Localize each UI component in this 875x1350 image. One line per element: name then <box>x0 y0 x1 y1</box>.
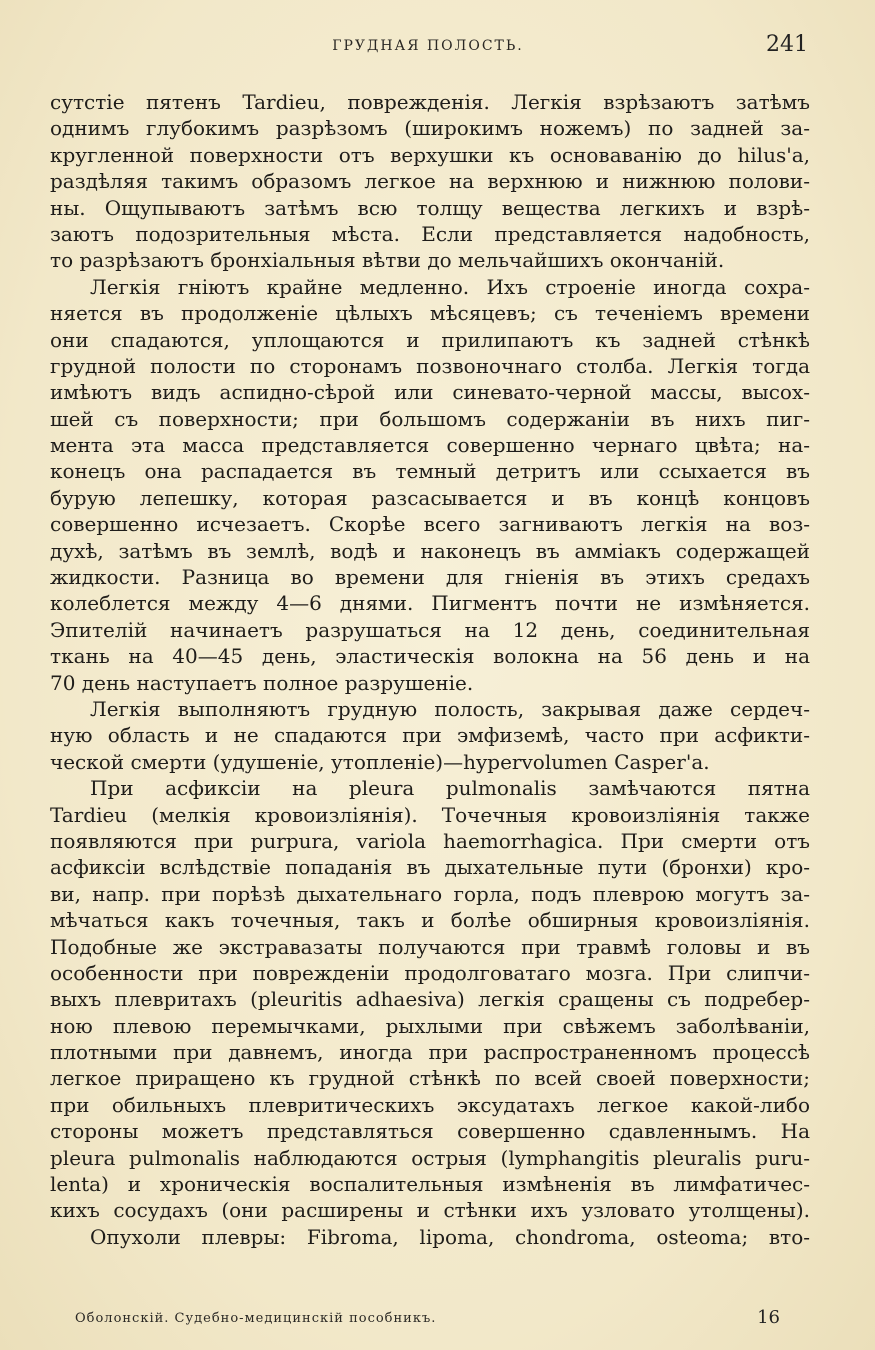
running-title: ГРУДНАЯ ПОЛОСТЬ. <box>332 38 524 54</box>
footer-text: Оболонскій. Судебно-медицинскій пособникъ. <box>75 1311 437 1326</box>
text-line: шей съ поверхности; при большомъ содержаніи въ нихъ пиг- <box>50 406 810 431</box>
text-line: при обильныхъ плевритическихъ эксудатахъ легкое какой-либо <box>50 1092 810 1117</box>
text-line: ви, напр. при порѣзѣ дыхательнаго горла, подъ плеврою могутъ за- <box>50 881 810 906</box>
text-line: то разрѣзаютъ бронхіальныя вѣтви до мельчайшихъ окончаній. <box>50 248 725 273</box>
text-line: Эпителій начинаетъ разрушаться на 12 день, соединительная <box>50 617 810 642</box>
text-line: совершенно исчезаетъ. Скорѣе всего загниваютъ легкія на воз- <box>50 512 810 537</box>
text-line: Tardieu (мелкія кровоизліянія). Точечныя кровоизліянія также <box>50 802 810 827</box>
body-text <box>50 89 810 1250</box>
text-line: ною плевою перемычками, рыхлыми при свѣжемъ заболѣваніи, <box>50 1013 810 1038</box>
text-line: Легкія гніютъ крайне медленно. Ихъ строеніе иногда сохра- <box>90 274 810 299</box>
text-line: духѣ, затѣмъ въ землѣ, водѣ и наконецъ въ аммiакъ содержащей <box>50 538 810 563</box>
text-line: конецъ она распадается въ темный детритъ или ссыхается въ <box>50 459 810 484</box>
text-line: бурую лепешку, которая разсасывается и въ концѣ концовъ <box>50 485 810 510</box>
text-line: Легкія выполняютъ грудную полость, закрывая даже сердеч- <box>90 696 810 721</box>
text-line: грудной полости по сторонамъ позвоночнаго столба. Легкія тогда <box>50 353 810 378</box>
text-line: колеблется между 4—6 днями. Пигментъ почти не измѣняется. <box>50 591 810 616</box>
text-line: выхъ плевритахъ (pleuritis adhaesiva) легкія сращены съ подребер- <box>50 987 810 1012</box>
text-line: Подобные же экстравазаты получаются при травмѣ головы и въ <box>50 934 810 959</box>
text-line: раздѣляя такимъ образомъ легкое на верхнюю и нижнюю полови- <box>50 169 810 194</box>
text-line: появляются при purpura, variola haemorrhagica. При смерти отъ <box>50 828 810 853</box>
text-line: ны. Ощупываютъ затѣмъ всю толщу вещества легкихъ и взрѣ- <box>50 195 810 220</box>
text-line: pleura pulmonalis наблюдаются острыя (lymphangitis pleuralis puru- <box>50 1145 810 1170</box>
text-line: кихъ сосудахъ (они расширены и стѣнки ихъ узловато утолщены). <box>50 1198 810 1223</box>
text-line: Опухоли плевры: Fibroma, lipoma, chondroma, osteoma; вто- <box>90 1224 810 1249</box>
text-line: мѣчаться какъ точечныя, такъ и болѣе обширныя кровоизліянія. <box>50 908 810 933</box>
page-number: 241 <box>766 32 808 57</box>
page-footer <box>75 1307 780 1333</box>
text-line: они спадаются, уплощаются и прилипаютъ къ задней стѣнкѣ <box>50 327 810 352</box>
running-head <box>48 32 808 62</box>
text-line: кругленной поверхности отъ верхушки къ основаванію до hilus'а, <box>50 142 810 167</box>
text-line: асфиксіи вслѣдствіе попаданія въ дыхательные пути (бронхи) кро- <box>50 855 810 880</box>
signature-mark: 16 <box>757 1307 780 1328</box>
text-line: особенности при поврежденіи продолговатаго мозга. При слипчи- <box>50 960 810 985</box>
text-line: lenta) и хроническія воспалительныя измѣненія въ лимфатичес- <box>50 1172 810 1197</box>
text-line: жидкости. Разница во времени для гніенія въ этихъ средахъ <box>50 565 810 590</box>
text-line: ную область и не спадаются при эмфиземѣ, часто при асфикти- <box>50 723 810 748</box>
text-line: мента эта масса представляется совершенно чернаго цвѣта; на- <box>50 433 810 458</box>
text-line: однимъ глубокимъ разрѣзомъ (широкимъ ножемъ) по задней за- <box>50 116 810 141</box>
text-line: заютъ подозрительныя мѣста. Если представляется надобность, <box>50 221 810 246</box>
text-line: ческой смерти (удушеніе, утопленіе)—hypervolumen Casper'a. <box>50 749 710 774</box>
text-line: легкое приращено къ грудной стѣнкѣ по всей своей поверхности; <box>50 1066 810 1091</box>
text-line: При асфиксіи на pleura pulmonalis замѣчаются пятна <box>90 776 810 801</box>
text-line: плотными при давнемъ, иногда при распространенномъ процессѣ <box>50 1040 810 1065</box>
text-line: сутстіе пятенъ Tardieu, поврежденія. Легкія взрѣзаютъ затѣмъ <box>50 90 810 114</box>
text-line: имѣютъ видъ аспидно-сѣрой или синевато-черной массы, высох- <box>50 380 810 405</box>
text-line: стороны можетъ представляться совершенно сдавленнымъ. На <box>50 1119 810 1144</box>
text-line: ткань на 40—45 день, эластическія волокна на 56 день и на <box>50 644 810 669</box>
text-line: 70 день наступаетъ полное разрушеніе. <box>50 670 474 695</box>
text-line: няется въ продолженіе цѣлыхъ мѣсяцевъ; съ теченіемъ времени <box>50 301 810 326</box>
